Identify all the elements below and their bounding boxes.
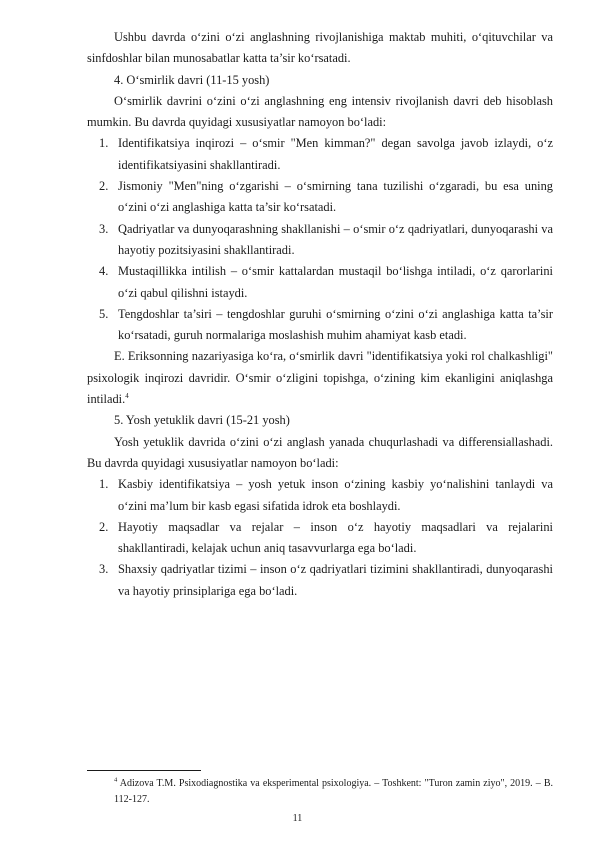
footnote-mark: 4 bbox=[114, 776, 118, 784]
paragraph-school-influence: Ushbu davrda oʻzini oʻzi anglashning rivojlanishiga maktab muhiti, oʻqituvchilar va sinfdoshlar bilan munosabatlar katta ta’sir koʻrsatadi. bbox=[87, 30, 553, 66]
footnote bbox=[87, 776, 553, 807]
section-heading-adolescence: 4. Oʻsmirlik davri (11-15 yosh) bbox=[114, 72, 270, 87]
list-item: 1. Kasbiy identifikatsiya – yosh yetuk inson oʻzining kasbiy yoʻnalishini tanlaydi va oʻzini ma’lum bir kasb egasi sifatida idrok eta boshlaydi. bbox=[99, 477, 553, 513]
paragraph-adolescence-intro: Oʻsmirlik davrini oʻzini oʻzi anglashning eng intensiv rivojlanish davri deb hisoblash mumkin. Bu davrda quyidagi xususiyatlar namoyon boʻladi: bbox=[87, 93, 553, 130]
list-item: 2. Hayotiy maqsadlar va rejalar – inson oʻz hayotiy maqsadlari va rejalarini shakllantiradi, kelajak uchun aniq tasavvurlarga ega boʻladi. bbox=[99, 519, 553, 556]
footnote-text: Adizova T.M. Psixodiagnostika va eksperimental psixologiya. – Toshkent: "Turon zamin ziyo", 2019. – B. 112-127. bbox=[114, 778, 553, 805]
list-item: 3. Shaxsiy qadriyatlar tizimi – inson oʻz qadriyatlari tizimini shakllantiradi, dunyoqarashi va hayotiy prinsiplariga ega boʻladi. bbox=[99, 562, 553, 598]
footnote-reference[interactable]: 4 bbox=[125, 391, 129, 400]
footnote-divider bbox=[87, 770, 201, 771]
page-number: 11 bbox=[292, 813, 303, 824]
list-item: 1. Identifikatsiya inqirozi – oʻsmir "Men kimman?" degan savolga javob izlaydi, oʻz identifikatsiyasini shakllantiradi. bbox=[99, 136, 553, 172]
list-item: 3. Qadriyatlar va dunyoqarashning shakllanishi – oʻsmir oʻz qadriyatlari, dunyoqarashi va hayotiy pozitsiyasini shakllantiradi. bbox=[99, 221, 553, 257]
list-item: 2. Jismoniy "Men"ning oʻzgarishi – oʻsmirning tana tuzilishi oʻzgaradi, bu esa uning oʻzini oʻzi anglashiga katta ta’sir koʻrsatadi. bbox=[99, 179, 553, 215]
section-heading-young-adulthood: 5. Yosh yetuklik davri (15-21 yosh) bbox=[114, 413, 290, 428]
list-item: 5. Tengdoshlar ta’siri – tengdoshlar guruhi oʻsmirning oʻzini oʻzi anglashiga katta ta’sir koʻrsatadi, guruh normalariga moslashish muhim ahamiyat kasb etadi. bbox=[99, 306, 553, 343]
paragraph-erikson: E. Eriksonning nazariyasiga koʻra, oʻsmirlik davri "identifikatsiya yoki rol chalkashligi" psixologik inqirozi davridir. Oʻsmir oʻzligini topishga, oʻzining kim ekanligini aniqlashga intiladi.$^4$ bbox=[87, 349, 553, 407]
document-body bbox=[87, 27, 553, 602]
young-adulthood-features-list bbox=[87, 474, 553, 602]
paragraph-young-adulthood-intro: Yosh yetuklik davrida oʻzini oʻzi anglash yanada chuqurlashadi va differensiallashadi. Bu davrda quyidagi xususiyatlar namoyon boʻladi: bbox=[87, 434, 553, 470]
adolescence-features-list bbox=[87, 133, 553, 346]
list-item: 4. Mustaqillikka intilish – oʻsmir kattalardan mustaqil boʻlishga intiladi, oʻz qarorlarini oʻzi qabul qilishni istaydi. bbox=[99, 264, 553, 300]
